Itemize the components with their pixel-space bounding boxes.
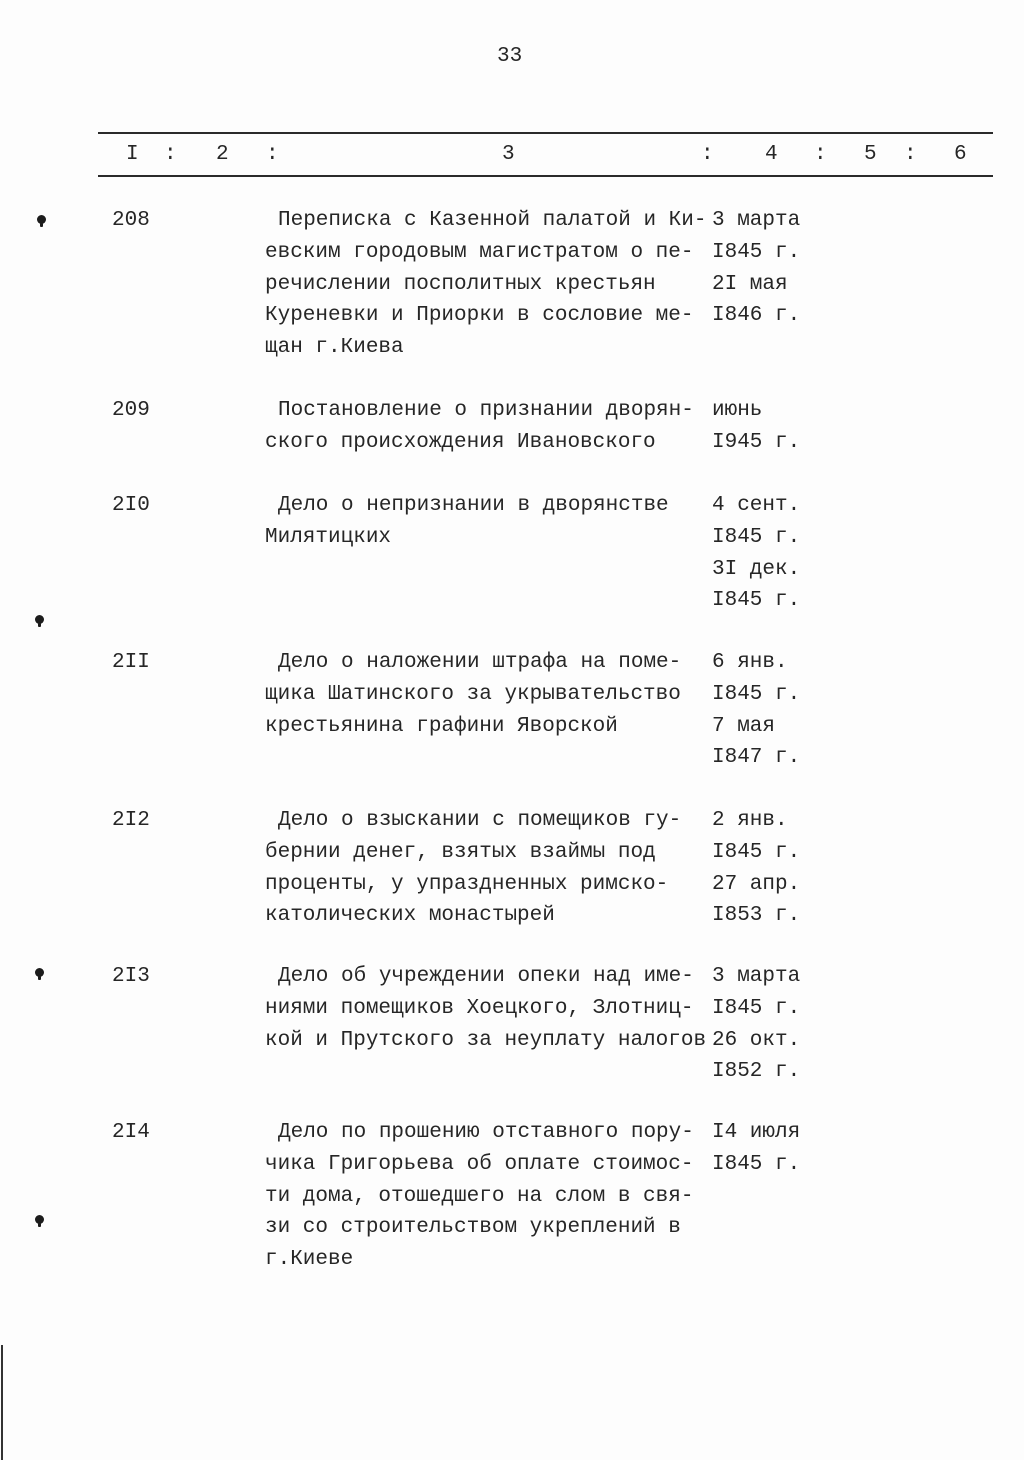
title-line: проценты, у упраздненных римско- [265, 872, 669, 896]
inventory-entry [0, 205, 1024, 360]
date-line: I846 г. [712, 304, 801, 328]
header-rule-top [98, 132, 993, 134]
scan-edge-line [1, 1345, 3, 1460]
date-line: 26 окт. [712, 1028, 801, 1052]
title-line: католических монастырей [265, 904, 555, 928]
inventory-entry [0, 647, 1024, 770]
punch-hole-mark [35, 1215, 44, 1224]
date-line: 6 янв. [712, 651, 788, 674]
entry-dates [712, 1117, 800, 1181]
date-line: I845 г. [712, 1152, 801, 1176]
date-line: I4 июля [712, 1121, 801, 1144]
page-number: 33 [497, 45, 523, 68]
date-line: 2I мая [712, 272, 788, 296]
entry-title [265, 395, 694, 459]
title-line: Дело о непризнании в дворянстве [278, 494, 669, 517]
title-line: чика Григорьева об оплате стоимос- [265, 1152, 694, 1176]
date-line: I853 г. [712, 904, 801, 928]
date-line: I845 г. [712, 840, 801, 864]
header-separator: : [164, 143, 177, 166]
date-line: I852 г. [712, 1060, 801, 1084]
title-line: крестьянина графини Яворской [265, 714, 618, 738]
title-line: Дело о наложении штрафа на поме- [278, 651, 682, 674]
title-line: бернии денег, взятых взаймы под [265, 840, 656, 864]
header-col-4: 4 [765, 143, 778, 166]
punch-hole-mark [35, 968, 44, 977]
punch-hole-mark [37, 215, 46, 224]
entry-number: 208 [112, 209, 150, 232]
punch-hole-mark [35, 615, 44, 624]
date-line: 3 марта [712, 209, 801, 232]
header-rule-bottom [98, 175, 993, 177]
entry-title [265, 1117, 694, 1276]
date-line: I845 г. [712, 589, 801, 613]
entry-dates [712, 205, 800, 332]
header-separator: : [266, 143, 279, 166]
date-line: 27 апр. [712, 872, 801, 896]
header-separator: : [701, 143, 714, 166]
header-col-6: 6 [954, 143, 967, 166]
title-line: ского происхождения Ивановского [265, 430, 656, 454]
title-line: Дело по прошению отставного пору- [278, 1121, 694, 1144]
title-line: щика Шатинского за укрывательство [265, 682, 681, 706]
entry-dates [712, 961, 800, 1088]
entry-number: 2I4 [112, 1121, 150, 1144]
date-line: 7 мая [712, 714, 776, 738]
entry-dates [712, 805, 800, 932]
title-line: г.Киеве [265, 1248, 354, 1272]
date-line: 2 янв. [712, 809, 788, 832]
entry-dates [712, 395, 800, 459]
date-line: I845 г. [712, 525, 801, 549]
header-col-1: I [126, 143, 139, 166]
header-col-5: 5 [864, 143, 877, 166]
header-col-2: 2 [216, 143, 229, 166]
title-line: ниями помещиков Хоецкого, Злотниц- [265, 996, 694, 1020]
title-line: Куреневки и Приорки в сословие ме- [265, 304, 694, 328]
inventory-entry [0, 1117, 1024, 1272]
inventory-entry [0, 395, 1024, 454]
header-col-3: 3 [502, 143, 515, 166]
entry-dates [712, 490, 800, 617]
entry-title [265, 805, 681, 932]
entry-number: 2I3 [112, 965, 150, 988]
header-separator: : [904, 143, 917, 166]
date-line: I845 г. [712, 996, 801, 1020]
entry-number: 2I0 [112, 494, 150, 517]
inventory-entry [0, 805, 1024, 928]
title-line: речислении посполитных крестьян [265, 272, 656, 296]
title-line: Дело об учреждении опеки над име- [278, 965, 694, 988]
date-line: 4 сент. [712, 494, 801, 517]
inventory-entry [0, 961, 1024, 1084]
title-line: Постановление о признании дворян- [278, 399, 694, 422]
date-line: 3I дек. [712, 557, 801, 581]
entry-number: 2II [112, 651, 150, 674]
title-line: евским городовым магистратом о пе- [265, 240, 694, 264]
title-line: зи со строительством укреплений в [265, 1216, 681, 1240]
entry-number: 209 [112, 399, 150, 422]
date-line: I845 г. [712, 240, 801, 264]
entry-title [265, 647, 681, 742]
title-line: кой и Прутского за неуплату налогов [265, 1028, 707, 1052]
entry-title [265, 961, 706, 1056]
title-line: щан г.Киева [265, 336, 404, 360]
title-line: Переписка с Казенной палатой и Ки- [278, 209, 707, 232]
date-line: июнь [712, 399, 763, 422]
title-line: Дело о взыскании с помещиков гу- [278, 809, 682, 832]
entry-number: 2I2 [112, 809, 150, 832]
entry-title [265, 490, 669, 554]
inventory-entry [0, 490, 1024, 613]
entry-dates [712, 647, 800, 774]
date-line: I945 г. [712, 430, 801, 454]
title-line: ти дома, отошедшего на слом в свя- [265, 1184, 694, 1208]
entry-title [265, 205, 706, 364]
title-line: Милятицких [265, 525, 392, 549]
date-line: I845 г. [712, 682, 801, 706]
date-line: 3 марта [712, 965, 801, 988]
date-line: I847 г. [712, 746, 801, 770]
header-separator: : [814, 143, 827, 166]
